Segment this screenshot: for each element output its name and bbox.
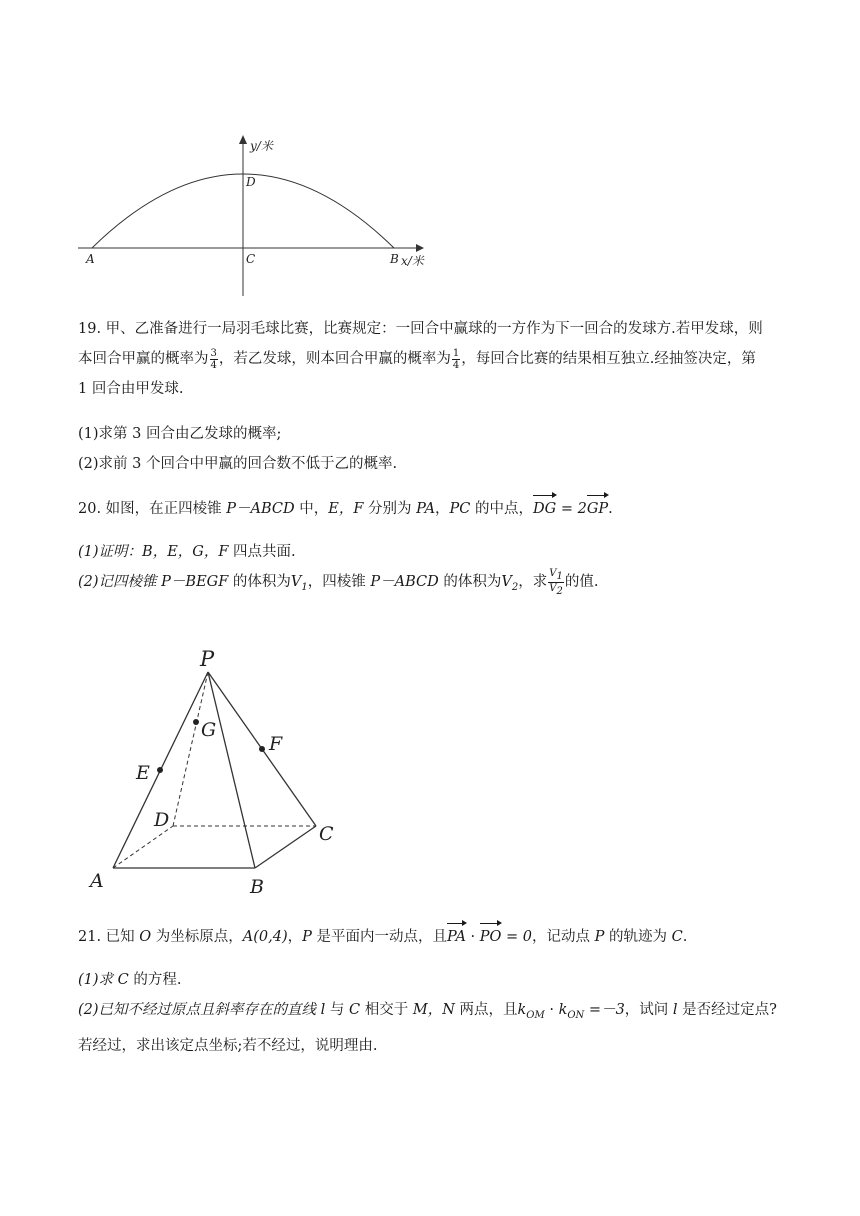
q20-line1-b: 中， [294,501,329,517]
pyramid-name: P－ABCD [226,501,295,517]
q21-part2-line2: 若经过，求出该定点坐标;若不经过，说明理由. [78,1037,378,1054]
point-g [193,719,199,725]
frac1-denominator: 4 [210,359,217,371]
point-p: P [302,929,312,945]
points-mn: M，N [412,1002,455,1018]
question-19 [78,314,790,404]
x-axis-label: x/米 [401,254,424,268]
point-p-2: P [594,929,605,945]
frac2-denominator: 4 [452,359,460,371]
equals-0: = 0 [501,929,532,945]
label-c: C [319,823,334,845]
q21-part2-d: 两点，且 [454,1002,518,1018]
dot-operator: · [465,929,480,945]
vector-po: PO [480,922,502,952]
segment-pc: PC [449,501,471,517]
q21-line1-c: ， [287,929,303,945]
dot-operator-2: · [544,1002,559,1018]
q21-part2-c: 相交于 [360,1002,413,1018]
v2: $V_2$ [501,574,519,593]
vector-gp: GP [587,494,608,524]
q20-part2-d: 的体积为 [438,574,502,590]
q20-part2-e: ，求 [518,574,548,590]
points-begf: B，E，G，F [142,544,229,560]
edge-bc [255,826,316,868]
question-20 [78,494,790,524]
pyramid-figure [80,640,360,900]
q19-line2 [78,344,790,374]
fraction-3-4 [210,348,218,371]
y-axis-label: y/米 [250,139,273,153]
pyramid-begf: P－BEGF [161,574,229,590]
q20-line1-c: 分别为 [363,501,417,517]
label-d: D [246,175,256,189]
label-f: F [269,733,283,755]
y-axis-arrow [239,135,247,144]
equals-2: = 2 [556,501,587,517]
q21-part2-a: (2)已知不经过原点且斜率存在的直线 [78,1002,321,1018]
q20-part1-a: (1)证明： [78,544,143,560]
frac2-numerator: 1 [452,347,460,359]
q21-part1 [78,965,790,995]
label-c: C [246,252,256,266]
q21-part2 [78,995,790,1061]
comma: ， [435,501,450,517]
pyramid-abcd: P－ABCD [370,574,439,590]
q21-part2-b: 与 [325,1002,350,1018]
q21-part1-a: (1)求 [78,972,118,988]
point-f [259,746,265,752]
q21-part2-e: ，试问 [624,1002,673,1018]
label-b: B [390,252,399,266]
point-a: A(0,4) [242,929,288,945]
points-ef: E，F [328,501,364,517]
q19-part2: (2)求前 3 个回合中甲赢的回合数不低于乙的概率. [78,456,398,472]
q20-part1 [78,537,790,567]
q20-line1-a: 20. 如图，在正四棱锥 [78,501,227,517]
q21-line1-a: 21. 已知 [78,929,140,945]
curve-c: C [671,929,683,945]
period: . [682,929,688,945]
q20-part2-a: (2)记四棱锥 [78,574,162,590]
line-l-2: l [672,1002,678,1018]
q19-line2-a: 本回合甲赢的概率为 [78,351,209,367]
edge-ad-hidden [113,826,173,868]
fraction-1-4 [452,348,460,371]
q19-line1: 19. 甲、乙准备进行一局羽毛球比赛，比赛规定：一回合中赢球的一方作为下一回合的发球方.若甲发球，则 [78,321,763,337]
point-e [157,767,163,773]
origin-o: O [139,929,152,945]
q20-part2-f: 的值. [564,574,599,590]
q21-line1-e: ，记动点 [532,929,595,945]
question-21 [78,922,790,952]
q20-part2 [78,567,790,603]
curve-c-2: C [117,972,129,988]
k-on: $k_{ON}$ [558,1002,585,1021]
label-a: A [86,252,95,266]
label-a: A [90,870,104,892]
equals-neg3: =－3 [584,1002,625,1018]
q21-line1-f: 的轨迹为 [604,929,672,945]
q21-line1-d: 是平面内一动点，且 [311,929,448,945]
label-e: E [136,762,150,784]
label-b: B [250,876,264,898]
vector-pa: PA [447,922,466,952]
v1: $V_1$ [290,574,308,593]
parabola-figure [70,130,450,300]
curve-c-3: C [349,1002,361,1018]
q19-part1: (1)求第 3 回合由乙发球的概率; [78,426,282,442]
q19-line3: 1 回合由甲发球. [78,381,184,397]
edge-pb [208,672,255,868]
x-axis-arrow [416,244,424,252]
k-om: $k_{OM}$ [517,1002,545,1021]
label-p: P [200,647,215,671]
q20-part1-c: 四点共面. [228,544,296,560]
q21-part1-b: 的方程. [128,972,182,988]
q20-part2-c: ，四棱锥 [307,574,371,590]
q21-part2-f: 是否经过定点? [677,1002,777,1018]
q19-line2-c: ，每回合比赛的结果相互独立.经抽签决定，第 [461,351,756,367]
frac1-numerator: 3 [210,347,217,359]
edge-pd-hidden [173,672,208,826]
q21-line1-b: 为坐标原点， [151,929,243,945]
fraction-v1-v2: $\frac{V_1}{V_2}$ [549,567,563,597]
q19-line2-b: ，若乙发球，则本回合甲赢的概率为 [218,351,451,367]
segment-pa: PA [416,501,436,517]
q21-part2-line1 [78,995,790,1031]
q20-part2-b: 的体积为 [228,574,291,590]
line-l: l [320,1002,326,1018]
label-d: D [154,809,170,831]
period: . [608,501,613,517]
q20-line1-d: 的中点， [470,501,534,517]
label-g: G [201,719,217,741]
vector-dg: DG [533,494,556,524]
